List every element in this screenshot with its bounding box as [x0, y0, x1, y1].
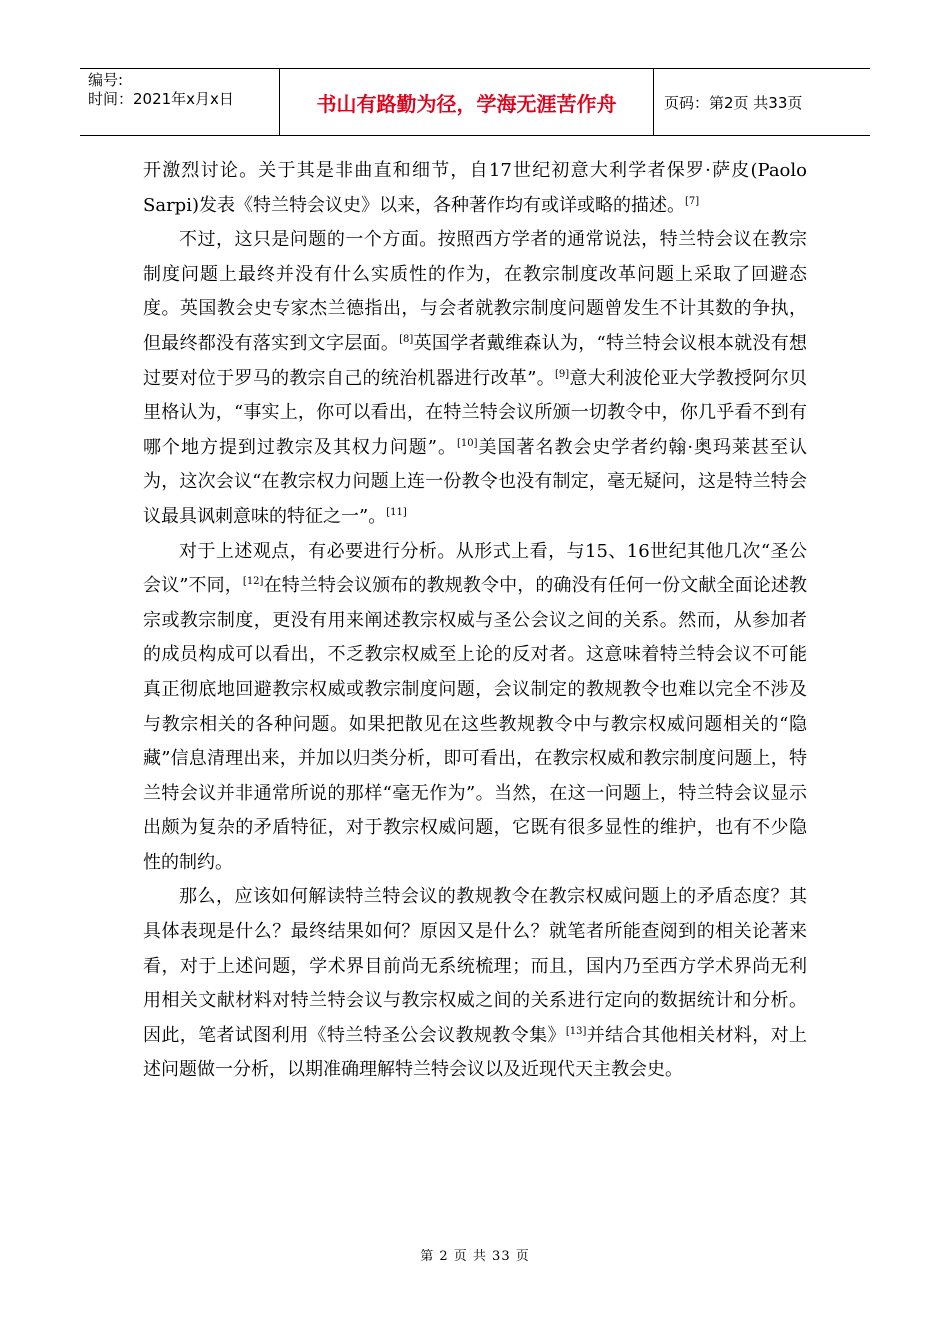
header-motto: 书山有路勤为径，学海无涯苦作舟 — [280, 69, 654, 135]
header-meta — [80, 69, 280, 135]
citation-7: [7] — [684, 195, 700, 207]
paragraph-3: 对于上述观点，有必要进行分析。从形式上看，与15、16世纪其他几次“圣公会议”不同，[12]在特兰特会议颁布的教规教令中，的确没有任何一份文献全面论述教宗或教宗制度，更没有用来阐述教宗权威与圣公会议之间的关系。然而，从参加者的成员构成可以看出，不乏教宗权威至上论的反对者。这意味着特兰特会议不可能真正彻底地回避教宗权威或教宗制度问题，会议制定的教规教令也难以完全不涉及与教宗相关的各种问题。如果把散见在这些教规教令中与教宗权威问题相关的“隐藏”信息清理出来，并加以归类分析，即可看出，在教宗权威和教宗制度问题上，特兰特会议并非通常所说的那样“毫无作为”。当然，在这一问题上，特兰特会议显示出颇为复杂的矛盾特征，对于教宗权威问题，它既有很多显性的维护，也有不少隐性的制约。 — [143, 540, 808, 873]
header-page-info: 页码：第2页 共33页 — [664, 93, 803, 112]
paragraph-2: 不过，这只是问题的一个方面。按照西方学者的通常说法，特兰特会议在教宗制度问题上最终并没有什么实质性的作为，在教宗制度改革问题上采取了回避态度。英国教会史专家杰兰德指出，与会者就教宗制度问题曾发生不计其数的争执，但最终都没有落实到文字层面。[8]英国学者戴维森认为，“特兰特会议根本就没有想过要对位于罗马的教宗自己的统治机器进行改革”。[9]意大利波伦亚大学教授阿尔贝里格认为，“事实上，你可以看出，在特兰特会议所颁一切教令中，你几乎看不到有哪个地方提到过教宗及其权力问题”。[10]美国著名教会史学者约翰·奥玛莱甚至认为，这次会议“在教宗权力问题上连一份教令也没有制定，毫无疑问，这是特兰特会议最具讽刺意味的特征之一”。[11] — [143, 229, 808, 527]
citation-11: [11] — [386, 506, 407, 518]
citation-10: [10] — [456, 437, 478, 449]
paragraph-1: 开激烈讨论。关于其是非曲直和细节，自17世纪初意大利学者保罗·萨皮(Paolo Sarpi)发表《特兰特会议史》以来，各种著作均有或详或略的描述。[7] — [143, 160, 807, 216]
citation-12: [12] — [242, 576, 264, 588]
document-body — [143, 154, 807, 1088]
page-header — [80, 68, 870, 136]
document-date: 时间：2021年x月x日 — [88, 90, 234, 108]
citation-9: [9] — [555, 368, 570, 380]
citation-13: [13] — [565, 1025, 587, 1037]
citation-8: [8] — [399, 333, 414, 345]
document-number-label: 编号: — [88, 71, 124, 89]
paragraph-4: 那么，应该如何解读特兰特会议的教规教令在教宗权威问题上的矛盾态度？其具体表现是什么？最终结果如何？原因又是什么？就笔者所能查阅到的相关论著来看，对于上述问题，学术界目前尚无系统梳理；而且，国内乃至西方学术界尚无利用相关文献材料对特兰特会议与教宗权威之间的关系进行定向的数据统计和分析。因此，笔者试图利用《特兰特圣公会议教规教令集》[13]并结合其他相关材料，对上述问题做一分析，以期准确理解特兰特会议以及近现代天主教会史。 — [143, 886, 808, 1081]
page-footer: 第 2 页 共 33 页 — [420, 1249, 530, 1264]
